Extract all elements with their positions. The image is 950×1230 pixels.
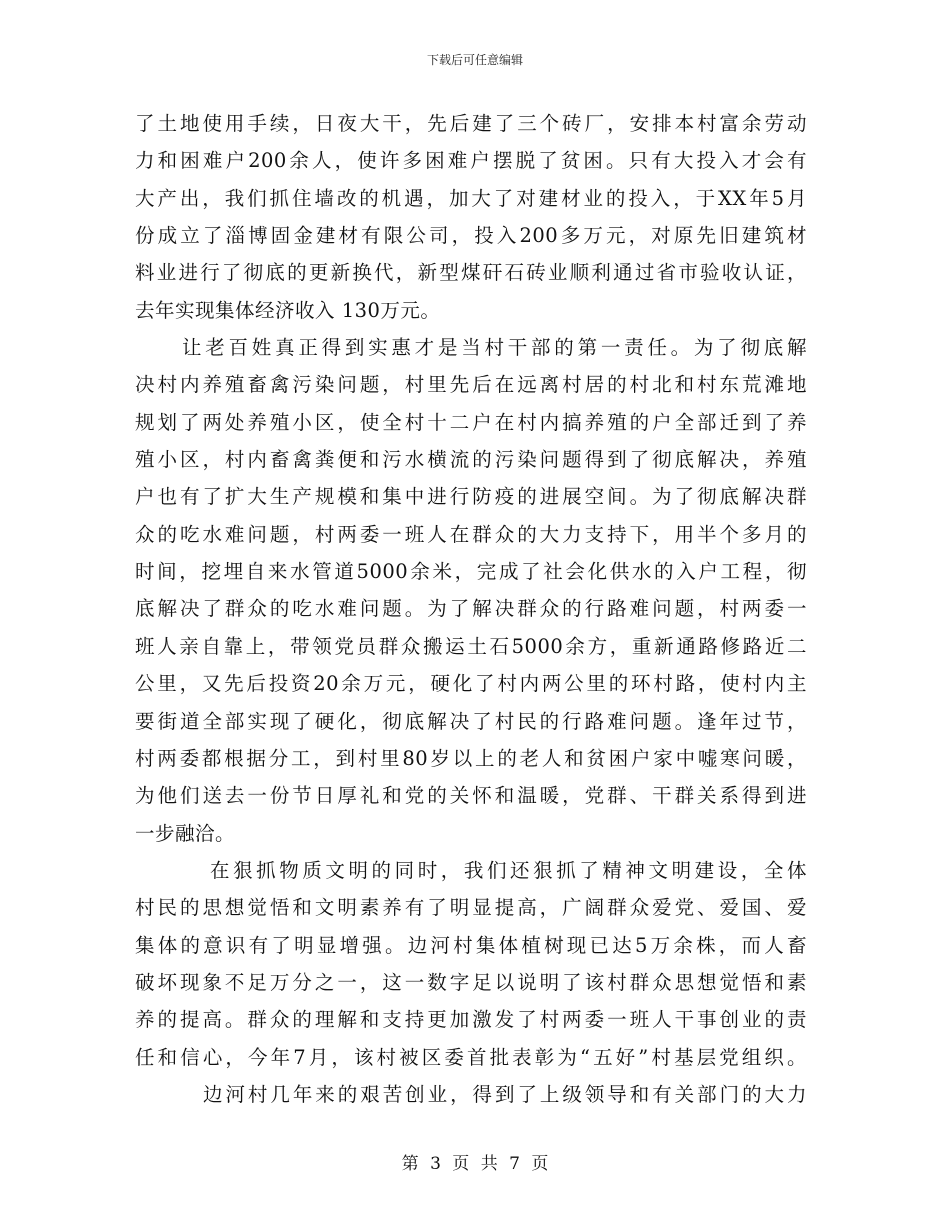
body-line: 户也有了扩大生产规模和集中进行防疫的进展空间。为了彻底解决群 [135,485,807,509]
body-line: 养的提高。群众的理解和支持更加激发了村两委一班人干事创业的责 [135,1008,807,1032]
body-line: 决村内养殖畜禽污染问题，村里先后在远离村居的村北和村东荒滩地 [135,373,807,397]
body-line: 集体的意识有了明显增强。边河村集体植树现已达5万余株，而人畜 [135,933,807,957]
body-line: 殖小区，村内畜禽粪便和污水横流的污染问题得到了彻底解决，养殖 [135,448,807,472]
body-line: 为他们送去一份节日厚礼和党的关怀和温暖，党群、干群关系得到进 [135,784,807,808]
paragraph-start-line: 在狠抓物质文明的同时，我们还狠抓了精神文明建设，全体 [210,858,807,882]
body-line: 份成立了淄博固金建材有限公司，投入200多万元，对原先旧建筑材 [135,224,807,248]
body-line: 料业进行了彻底的更新换代，新型煤矸石砖业顺利通过省市验收认证， [135,261,807,285]
body-line: 时间，挖埋自来水管道5000余米，完成了社会化供水的入户工程，彻 [135,560,807,584]
body-line: 破坏现象不足万分之一，这一数字足以说明了该村群众思想觉悟和素 [135,970,807,994]
body-line: 了土地使用手续，日夜大干，先后建了三个砖厂，安排本村富余劳动 [135,112,807,135]
body-line: 公里，又先后投资20余万元，硬化了村内两公里的环村路，使村内主 [135,672,807,696]
page-header: 下载后可任意编辑 [426,53,523,67]
page-footer: 第 3 页 共 7 页 [401,1154,549,1174]
body-line: 规划了两处养殖小区，使全村十二户在村内搞养殖的户全部迁到了养 [135,410,807,434]
body-line: 力和困难户200余人，使许多困难户摆脱了贫困。只有大投入才会有 [135,149,807,173]
body-line: 要街道全部实现了硬化，彻底解决了村民的行路难问题。逢年过节， [135,709,807,733]
body-line: 去年实现集体经济收入 130万元。 [135,298,441,322]
body-line: 班人亲自靠上，带领党员群众搬运土石5000余方，重新通路修路近二 [135,634,807,658]
body-line: 众的吃水难问题，村两委一班人在群众的大力支持下，用半个多月的 [135,522,807,546]
paragraph-start-line: 边河村几年来的艰苦创业，得到了上级领导和有关部门的大力 [203,1082,807,1106]
body-line: 村两委都根据分工，到村里80岁以上的老人和贫困户家中嘘寒问暖， [135,746,807,770]
body-line: 底解决了群众的吃水难问题。为了解决群众的行路难问题，村两委一 [135,597,807,621]
body-line: 村民的思想觉悟和文明素养有了明显提高，广阔群众爱党、爱国、爱 [135,896,807,920]
paragraph-start-line: 让老百姓真正得到实惠才是当村干部的第一责任。为了彻底解 [182,336,807,360]
body-line: 一步融洽。 [135,821,236,845]
body-line: 任和信心，今年7月，该村被区委首批表彰为“五好”村基层党组织。 [135,1045,807,1069]
body-text [135,105,807,1113]
body-line: 大产出，我们抓住墙改的机遇，加大了对建材业的投入，于XX年5月 [135,186,807,210]
